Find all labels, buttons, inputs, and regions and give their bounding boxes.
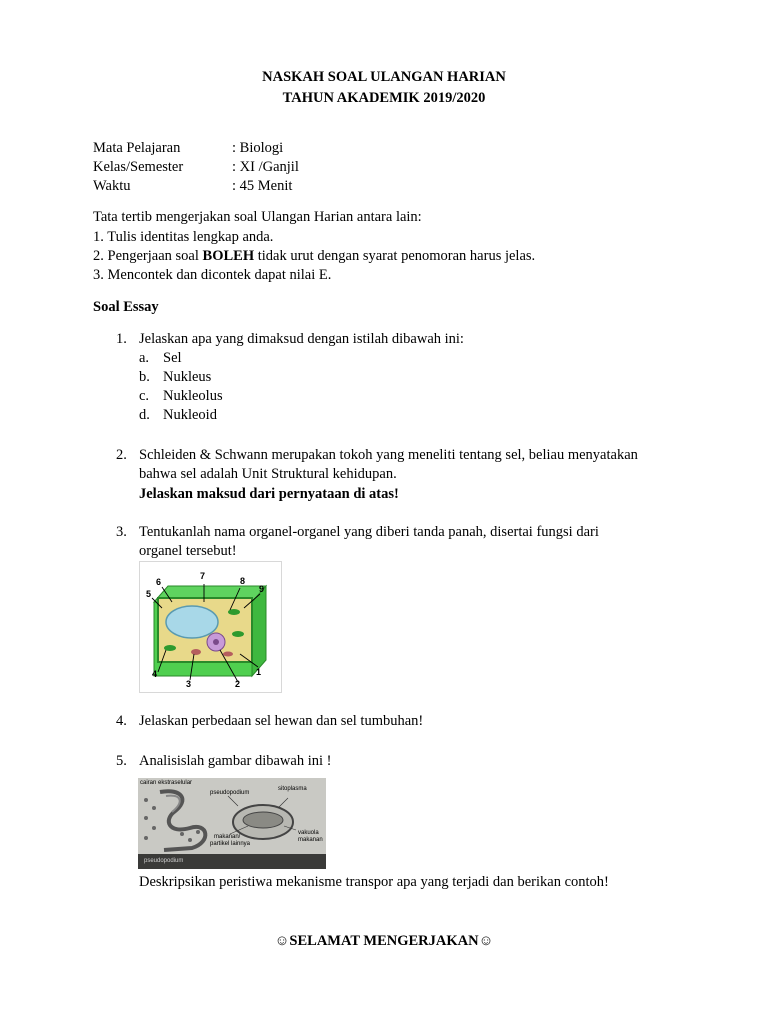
cell-label-1: 1 xyxy=(256,667,262,677)
rule-2-post: tidak urut dengan syarat penomoran harus jelas. xyxy=(254,248,536,264)
q1-item-letter: b. xyxy=(139,369,150,385)
rules-intro: Tata tertib mengerjakan soal Ulangan Harian antara lain: xyxy=(93,209,422,225)
info-label-class: Kelas/Semester xyxy=(93,159,184,175)
cell-label-6: 6 xyxy=(156,577,162,587)
cell-label-9: 9 xyxy=(259,584,265,594)
rule-1: 1. Tulis identitas lengkap anda. xyxy=(93,229,274,245)
q1-item-letter: a. xyxy=(139,350,150,366)
q1-text: Jelaskan apa yang dimaksud dengan istilah dibawah ini: xyxy=(139,331,464,347)
q2-line-1: Schleiden & Schwann merupakan tokoh yang meneliti tentang sel, beliau menyatakan xyxy=(139,447,638,463)
q3-line-1: Tentukanlah nama organel-organel yang diberi tanda panah, disertai fungsi dari xyxy=(139,524,599,540)
info-value-class: : XI /Ganjil xyxy=(232,159,299,175)
academic-year-title: TAHUN AKADEMIK 2019/2020 xyxy=(282,90,486,106)
q1-item-text: Nukleoid xyxy=(163,407,217,423)
rule-2 xyxy=(93,247,535,266)
document-title: NASKAH SOAL ULANGAN HARIAN xyxy=(262,69,506,85)
q1-item-letter: d. xyxy=(139,407,150,423)
q3-line-2: organel tersebut! xyxy=(139,543,237,559)
label-pseudopodium-top: pseudopodium xyxy=(210,790,250,796)
label-makanan-vakuola: makanan xyxy=(298,837,323,843)
info-value-time: : 45 Menit xyxy=(232,178,293,194)
label-makanan: makanan/ xyxy=(214,834,241,840)
q5-number: 5. xyxy=(116,753,127,769)
q1-item-text: Nukleus xyxy=(163,369,212,385)
smiley-icon: ☺ xyxy=(274,933,290,949)
label-sitoplasma: sitoplasma xyxy=(278,786,307,792)
smiley-icon: ☺ xyxy=(478,933,494,949)
cell-label-2: 2 xyxy=(235,679,241,689)
label-partikel: partikel lainnya xyxy=(210,841,251,847)
section-title: Soal Essay xyxy=(93,299,159,315)
label-cairan: cairan ekstraselular xyxy=(140,780,193,786)
q4-number: 4. xyxy=(116,713,127,729)
info-value-subject: : Biologi xyxy=(232,140,284,156)
q3-number: 3. xyxy=(116,524,127,540)
q2-line-2: bahwa sel adalah Unit Struktural kehidupan. xyxy=(139,466,397,482)
rule-3: 3. Mencontek dan dicontek dapat nilai E. xyxy=(93,267,332,283)
q5-text: Analisislah gambar dibawah ini ! xyxy=(139,753,332,769)
label-pseudopodium-bottom: pseudopodium xyxy=(144,858,184,864)
q1-item-a xyxy=(139,349,182,368)
q1-item-text: Sel xyxy=(163,350,182,366)
rule-2-pre: 2. Pengerjaan soal xyxy=(93,248,203,264)
info-label-subject: Mata Pelajaran xyxy=(93,140,181,156)
q1-item-d xyxy=(139,406,217,425)
plant-cell-figure xyxy=(139,561,282,693)
rule-2-bold: BOLEH xyxy=(202,248,255,264)
closing-text: SELAMAT MENGERJAKAN xyxy=(289,933,479,949)
q1-number: 1. xyxy=(116,331,127,347)
q1-item-c xyxy=(139,387,223,406)
q1-item-text: Nukleolus xyxy=(163,388,223,404)
q4-text: Jelaskan perbedaan sel hewan dan sel tumbuhan! xyxy=(139,713,424,729)
q2-instruction: Jelaskan maksud dari pernyataan di atas! xyxy=(139,486,399,502)
q1-item-b xyxy=(139,368,211,387)
q5-caption: Deskripsikan peristiwa mekanisme transpor apa yang terjadi dan berikan contoh! xyxy=(139,874,609,890)
closing-message xyxy=(0,932,768,951)
label-vakuola: vakuola xyxy=(298,830,319,836)
q1-item-letter: c. xyxy=(139,388,150,404)
info-label-time: Waktu xyxy=(93,178,131,194)
cell-label-3: 3 xyxy=(186,679,192,689)
q2-number: 2. xyxy=(116,447,127,463)
cell-label-5: 5 xyxy=(146,589,152,599)
cell-label-7: 7 xyxy=(200,571,206,581)
phagocytosis-figure xyxy=(138,778,326,869)
cell-label-8: 8 xyxy=(240,576,246,586)
cell-label-4: 4 xyxy=(152,669,158,679)
